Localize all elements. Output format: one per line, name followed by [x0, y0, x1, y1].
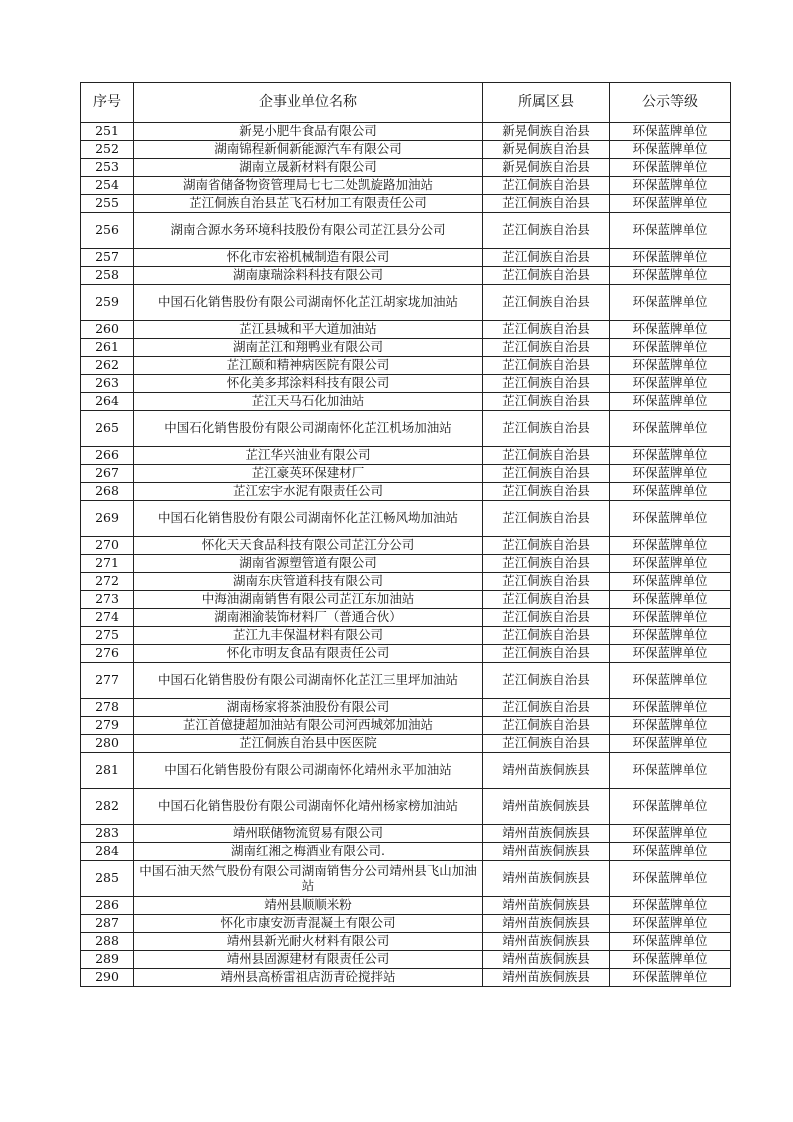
table-row	[81, 375, 731, 393]
enterprise-name: 靖州县固源建材有限责任公司	[134, 951, 483, 969]
table-row	[81, 627, 731, 645]
public-level: 环保蓝牌单位	[610, 735, 731, 753]
enterprise-name: 湖南芷江和翔鸭业有限公司	[134, 339, 483, 357]
district: 芷江侗族自治县	[483, 699, 610, 717]
district: 芷江侗族自治县	[483, 339, 610, 357]
public-level: 环保蓝牌单位	[610, 249, 731, 267]
district: 芷江侗族自治县	[483, 735, 610, 753]
row-index: 284	[81, 843, 134, 861]
table-row	[81, 411, 731, 447]
table-row	[81, 447, 731, 465]
table-row	[81, 951, 731, 969]
table-row	[81, 123, 731, 141]
public-level: 环保蓝牌单位	[610, 627, 731, 645]
table-header-row	[81, 83, 731, 123]
row-index: 283	[81, 825, 134, 843]
district: 芷江侗族自治县	[483, 645, 610, 663]
district: 芷江侗族自治县	[483, 627, 610, 645]
enterprise-name: 怀化市明友食品有限责任公司	[134, 645, 483, 663]
table-row	[81, 357, 731, 375]
row-index: 287	[81, 915, 134, 933]
enterprise-name: 怀化市康安沥青混凝土有限公司	[134, 915, 483, 933]
enterprise-name: 湖南杨家将茶油股份有限公司	[134, 699, 483, 717]
public-level: 环保蓝牌单位	[610, 753, 731, 789]
public-level: 环保蓝牌单位	[610, 321, 731, 339]
table-row	[81, 141, 731, 159]
district: 靖州苗族侗族县	[483, 825, 610, 843]
public-level: 环保蓝牌单位	[610, 897, 731, 915]
table-row	[81, 591, 731, 609]
table-row	[81, 285, 731, 321]
table-row	[81, 915, 731, 933]
enterprise-name: 芷江九丰保温材料有限公司	[134, 627, 483, 645]
row-index: 274	[81, 609, 134, 627]
enterprise-name: 靖州县高桥雷祖店沥青砼搅拌站	[134, 969, 483, 987]
row-index: 266	[81, 447, 134, 465]
row-index: 260	[81, 321, 134, 339]
enterprise-name: 中海油湖南销售有限公司芷江东加油站	[134, 591, 483, 609]
row-index: 270	[81, 537, 134, 555]
public-level: 环保蓝牌单位	[610, 861, 731, 897]
table-row	[81, 735, 731, 753]
row-index: 271	[81, 555, 134, 573]
public-level: 环保蓝牌单位	[610, 915, 731, 933]
district: 芷江侗族自治县	[483, 483, 610, 501]
district: 靖州苗族侗族县	[483, 951, 610, 969]
enterprise-name: 中国石化销售股份有限公司湖南怀化芷江三里坪加油站	[134, 663, 483, 699]
row-index: 261	[81, 339, 134, 357]
enterprise-name: 湖南立晟新材料有限公司	[134, 159, 483, 177]
row-index: 286	[81, 897, 134, 915]
table-row	[81, 573, 731, 591]
public-level: 环保蓝牌单位	[610, 483, 731, 501]
district: 靖州苗族侗族县	[483, 897, 610, 915]
enterprise-name: 湖南红湘之梅酒业有限公司.	[134, 843, 483, 861]
public-level: 环保蓝牌单位	[610, 357, 731, 375]
table-row	[81, 321, 731, 339]
enterprise-name: 靖州联储物流贸易有限公司	[134, 825, 483, 843]
header-district: 所属区县	[483, 83, 610, 123]
row-index: 278	[81, 699, 134, 717]
table-row	[81, 537, 731, 555]
row-index: 288	[81, 933, 134, 951]
enterprise-name: 怀化美多邦涂料科技有限公司	[134, 375, 483, 393]
district: 芷江侗族自治县	[483, 591, 610, 609]
table-row	[81, 861, 731, 897]
district: 新晃侗族自治县	[483, 159, 610, 177]
district: 芷江侗族自治县	[483, 213, 610, 249]
public-level: 环保蓝牌单位	[610, 195, 731, 213]
enterprise-name: 芷江天马石化加油站	[134, 393, 483, 411]
enterprise-name: 芷江首億捷超加油站有限公司河西城郊加油站	[134, 717, 483, 735]
table-row	[81, 339, 731, 357]
row-index: 256	[81, 213, 134, 249]
enterprise-name: 中国石化销售股份有限公司湖南怀化芷江畅风坳加油站	[134, 501, 483, 537]
row-index: 275	[81, 627, 134, 645]
public-level: 环保蓝牌单位	[610, 789, 731, 825]
district: 芷江侗族自治县	[483, 447, 610, 465]
table-row	[81, 249, 731, 267]
table-row	[81, 501, 731, 537]
public-level: 环保蓝牌单位	[610, 699, 731, 717]
public-level: 环保蓝牌单位	[610, 177, 731, 195]
row-index: 285	[81, 861, 134, 897]
row-index: 257	[81, 249, 134, 267]
header-name: 企事业单位名称	[134, 83, 483, 123]
row-index: 259	[81, 285, 134, 321]
enterprise-name: 怀化市宏裕机械制造有限公司	[134, 249, 483, 267]
district: 芷江侗族自治县	[483, 393, 610, 411]
enterprise-name: 靖州县新光耐火材料有限公司	[134, 933, 483, 951]
row-index: 263	[81, 375, 134, 393]
district: 芷江侗族自治县	[483, 375, 610, 393]
public-level: 环保蓝牌单位	[610, 267, 731, 285]
district: 新晃侗族自治县	[483, 123, 610, 141]
public-level: 环保蓝牌单位	[610, 609, 731, 627]
table-row	[81, 663, 731, 699]
table-row	[81, 465, 731, 483]
table-row	[81, 699, 731, 717]
header-index: 序号	[81, 83, 134, 123]
public-level: 环保蓝牌单位	[610, 825, 731, 843]
district: 芷江侗族自治县	[483, 465, 610, 483]
table-row	[81, 969, 731, 987]
row-index: 251	[81, 123, 134, 141]
enterprise-name: 怀化天天食品科技有限公司芷江分公司	[134, 537, 483, 555]
enterprise-name: 靖州县顺顺米粉	[134, 897, 483, 915]
enterprise-name: 芷江县城和平大道加油站	[134, 321, 483, 339]
district: 靖州苗族侗族县	[483, 933, 610, 951]
enterprise-name: 中国石化销售股份有限公司湖南怀化芷江机场加油站	[134, 411, 483, 447]
district: 芷江侗族自治县	[483, 555, 610, 573]
row-index: 254	[81, 177, 134, 195]
enterprise-name: 中国石化销售股份有限公司湖南怀化芷江胡家垅加油站	[134, 285, 483, 321]
row-index: 282	[81, 789, 134, 825]
district: 芷江侗族自治县	[483, 321, 610, 339]
public-level: 环保蓝牌单位	[610, 843, 731, 861]
public-level: 环保蓝牌单位	[610, 375, 731, 393]
table-row	[81, 195, 731, 213]
enterprise-name: 湖南湘渝装饰材料厂（普通合伙）	[134, 609, 483, 627]
enterprise-name: 芷江颐和精神病医院有限公司	[134, 357, 483, 375]
table-row	[81, 159, 731, 177]
enterprise-name: 芷江豪英环保建材厂	[134, 465, 483, 483]
row-index: 267	[81, 465, 134, 483]
district: 芷江侗族自治县	[483, 195, 610, 213]
enterprise-name: 湖南省储备物资管理局七七二处凯旋路加油站	[134, 177, 483, 195]
enterprise-name: 湖南东庆管道科技有限公司	[134, 573, 483, 591]
table-row	[81, 483, 731, 501]
row-index: 281	[81, 753, 134, 789]
table-row	[81, 393, 731, 411]
table-row	[81, 177, 731, 195]
table-row	[81, 897, 731, 915]
enterprise-name: 中国石化销售股份有限公司湖南怀化靖州杨家榜加油站	[134, 789, 483, 825]
table-row	[81, 717, 731, 735]
district: 靖州苗族侗族县	[483, 915, 610, 933]
table-row	[81, 267, 731, 285]
row-index: 272	[81, 573, 134, 591]
district: 芷江侗族自治县	[483, 357, 610, 375]
row-index: 253	[81, 159, 134, 177]
table-body	[81, 123, 731, 987]
enterprise-name: 湖南康瑞涂料科技有限公司	[134, 267, 483, 285]
row-index: 276	[81, 645, 134, 663]
row-index: 258	[81, 267, 134, 285]
row-index: 269	[81, 501, 134, 537]
table-row	[81, 933, 731, 951]
public-level: 环保蓝牌单位	[610, 447, 731, 465]
table-row	[81, 753, 731, 789]
district: 芷江侗族自治县	[483, 663, 610, 699]
district: 芷江侗族自治县	[483, 267, 610, 285]
enterprise-name: 芷江宏宇水泥有限责任公司	[134, 483, 483, 501]
public-level: 环保蓝牌单位	[610, 717, 731, 735]
row-index: 273	[81, 591, 134, 609]
district: 靖州苗族侗族县	[483, 861, 610, 897]
row-index: 290	[81, 969, 134, 987]
district: 芷江侗族自治县	[483, 717, 610, 735]
district: 靖州苗族侗族县	[483, 969, 610, 987]
row-index: 262	[81, 357, 134, 375]
enterprise-name: 中国石化销售股份有限公司湖南怀化靖州永平加油站	[134, 753, 483, 789]
public-level: 环保蓝牌单位	[610, 213, 731, 249]
district: 芷江侗族自治县	[483, 411, 610, 447]
enterprise-table	[80, 82, 731, 987]
public-level: 环保蓝牌单位	[610, 537, 731, 555]
enterprise-name: 新晃小肥牛食品有限公司	[134, 123, 483, 141]
row-index: 265	[81, 411, 134, 447]
public-level: 环保蓝牌单位	[610, 465, 731, 483]
row-index: 264	[81, 393, 134, 411]
district: 靖州苗族侗族县	[483, 843, 610, 861]
enterprise-name: 芷江侗族自治县中医医院	[134, 735, 483, 753]
table-row	[81, 609, 731, 627]
enterprise-name: 芷江侗族自治县芷飞石材加工有限责任公司	[134, 195, 483, 213]
row-index: 255	[81, 195, 134, 213]
public-level: 环保蓝牌单位	[610, 411, 731, 447]
public-level: 环保蓝牌单位	[610, 951, 731, 969]
table-row	[81, 789, 731, 825]
district: 芷江侗族自治县	[483, 177, 610, 195]
enterprise-name: 中国石油天然气股份有限公司湖南销售分公司靖州县飞山加油站	[134, 861, 483, 897]
public-level: 环保蓝牌单位	[610, 663, 731, 699]
public-level: 环保蓝牌单位	[610, 285, 731, 321]
enterprise-name: 湖南锦程新侗新能源汽车有限公司	[134, 141, 483, 159]
public-level: 环保蓝牌单位	[610, 933, 731, 951]
public-level: 环保蓝牌单位	[610, 573, 731, 591]
district: 芷江侗族自治县	[483, 537, 610, 555]
public-level: 环保蓝牌单位	[610, 591, 731, 609]
district: 靖州苗族侗族县	[483, 789, 610, 825]
public-level: 环保蓝牌单位	[610, 159, 731, 177]
row-index: 252	[81, 141, 134, 159]
public-level: 环保蓝牌单位	[610, 969, 731, 987]
table-row	[81, 213, 731, 249]
district: 芷江侗族自治县	[483, 285, 610, 321]
row-index: 277	[81, 663, 134, 699]
district: 芷江侗族自治县	[483, 573, 610, 591]
enterprise-name: 湖南合源水务环境科技股份有限公司芷江县分公司	[134, 213, 483, 249]
header-level: 公示等级	[610, 83, 731, 123]
district: 芷江侗族自治县	[483, 609, 610, 627]
row-index: 268	[81, 483, 134, 501]
enterprise-name: 芷江华兴油业有限公司	[134, 447, 483, 465]
enterprise-name: 湖南省源塑管道有限公司	[134, 555, 483, 573]
district: 芷江侗族自治县	[483, 501, 610, 537]
public-level: 环保蓝牌单位	[610, 123, 731, 141]
table-row	[81, 645, 731, 663]
row-index: 279	[81, 717, 134, 735]
public-level: 环保蓝牌单位	[610, 501, 731, 537]
row-index: 289	[81, 951, 134, 969]
table-row	[81, 843, 731, 861]
district: 芷江侗族自治县	[483, 249, 610, 267]
public-level: 环保蓝牌单位	[610, 555, 731, 573]
table-row	[81, 825, 731, 843]
table-row	[81, 555, 731, 573]
public-level: 环保蓝牌单位	[610, 339, 731, 357]
public-level: 环保蓝牌单位	[610, 141, 731, 159]
public-level: 环保蓝牌单位	[610, 645, 731, 663]
district: 靖州苗族侗族县	[483, 753, 610, 789]
district: 新晃侗族自治县	[483, 141, 610, 159]
row-index: 280	[81, 735, 134, 753]
public-level: 环保蓝牌单位	[610, 393, 731, 411]
